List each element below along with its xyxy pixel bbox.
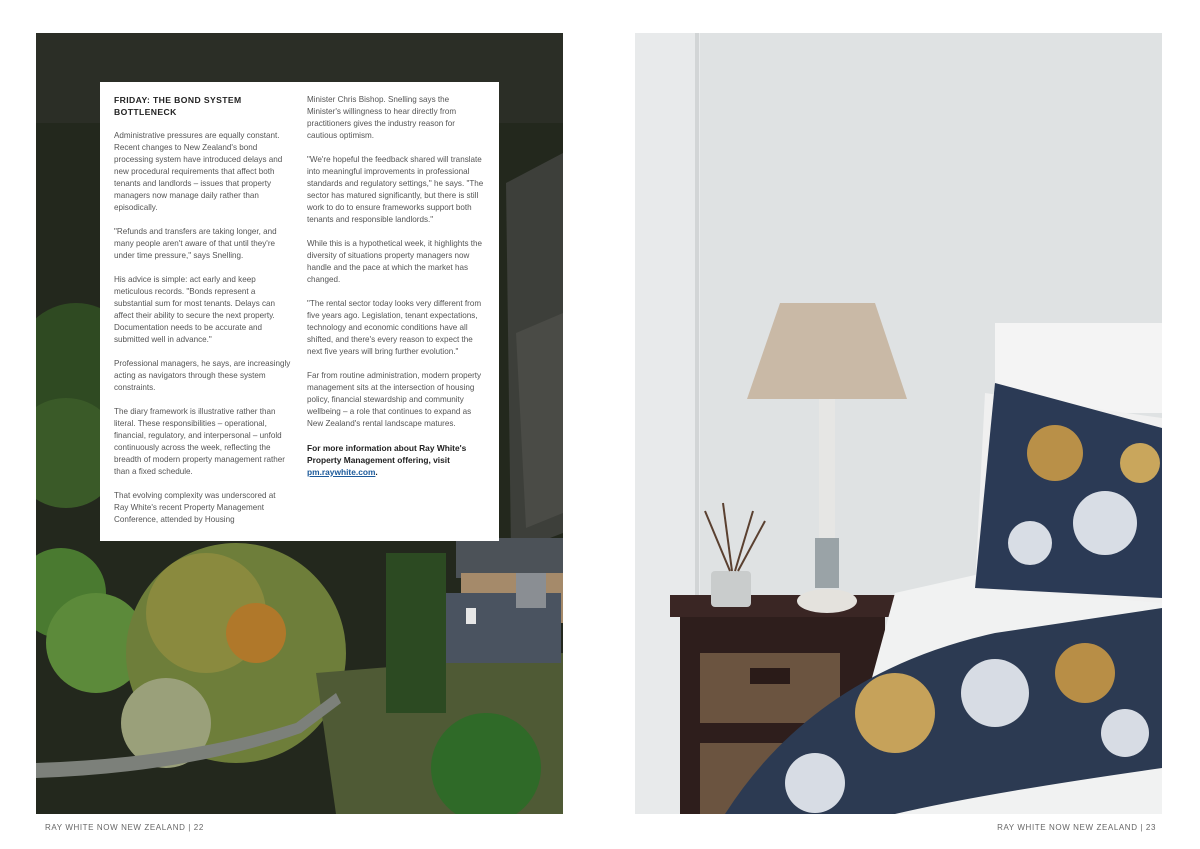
bedroom-photo-graphic: [635, 33, 1162, 814]
cta-paragraph: [307, 442, 484, 478]
article-paragraph: The diary framework is illustrative rather than literal. These responsibilities – operational, financial, regulatory, and interpersonal – unfold continuously across the week, reflecting the breadth of modern property management rather than a fixed schedule.: [114, 407, 285, 476]
article-paragraph: "We're hopeful the feedback shared will translate into meaningful improvements in professional standards and regulatory settings," he says. "The sector has matured significantly, but there is still work to do to ensure frameworks support both tenants and responsible landlords.": [307, 155, 484, 224]
article-paragraph: Professional managers, he says, are increasingly acting as navigators through these system constraints.: [114, 359, 291, 392]
footer-left: RAY WHITE NOW NEW ZEALAND | 22: [45, 823, 204, 832]
article-paragraph: His advice is simple: act early and keep meticulous records. "Bonds represent a substantial sum for most tenants. Delays can affect their ability to secure the next property. Documentation needs to be accurate and submitted well in advance.": [114, 275, 276, 344]
article-column-1: [114, 94, 291, 541]
article-paragraph: Far from routine administration, modern property management sits at the intersection of housing policy, financial stewardship and community wellbeing – a role that continues to expand as New Zealand's rental landscape matures.: [307, 371, 482, 428]
cta-link[interactable]: pm.raywhite.com: [307, 467, 376, 477]
article-column-2: [307, 94, 484, 541]
article-paragraph: That evolving complexity was underscored at Ray White's recent Property Management Conference, attended by Housing: [114, 491, 276, 524]
article-paragraph: "The rental sector today looks very different from five years ago. Legislation, tenant expectations, technology and economic conditions have all shifted, and there's every reason to expect the next five years will bring further evolution.": [307, 299, 482, 356]
article-textbox: [100, 82, 499, 541]
article-heading: FRIDAY: THE BOND SYSTEM BOTTLENECK: [114, 95, 242, 117]
article-paragraph: Minister Chris Bishop. Snelling says the Minister's willingness to hear directly from practitioners gives the industry reason for cautious optimism.: [307, 95, 457, 140]
article-paragraph: While this is a hypothetical week, it highlights the diversity of situations property managers now handle and the pace at which the market has changed.: [307, 239, 483, 284]
article-paragraph: Administrative pressures are equally constant. Recent changes to New Zealand's bond processing system have introduced delays and new procedural requirements that affect both tenants and landlords – issues that property managers now manage daily rather than episodically.: [114, 131, 283, 212]
bedroom-photo: [635, 33, 1162, 814]
cta-text: For more information about Ray White's Property Management offering, visit: [307, 443, 467, 465]
article-paragraph: "Refunds and transfers are taking longer, and many people aren't aware of that until they're under time pressure," says Snelling.: [114, 227, 277, 260]
cta-end: .: [375, 467, 378, 477]
footer-right: RAY WHITE NOW NEW ZEALAND | 23: [997, 823, 1156, 832]
